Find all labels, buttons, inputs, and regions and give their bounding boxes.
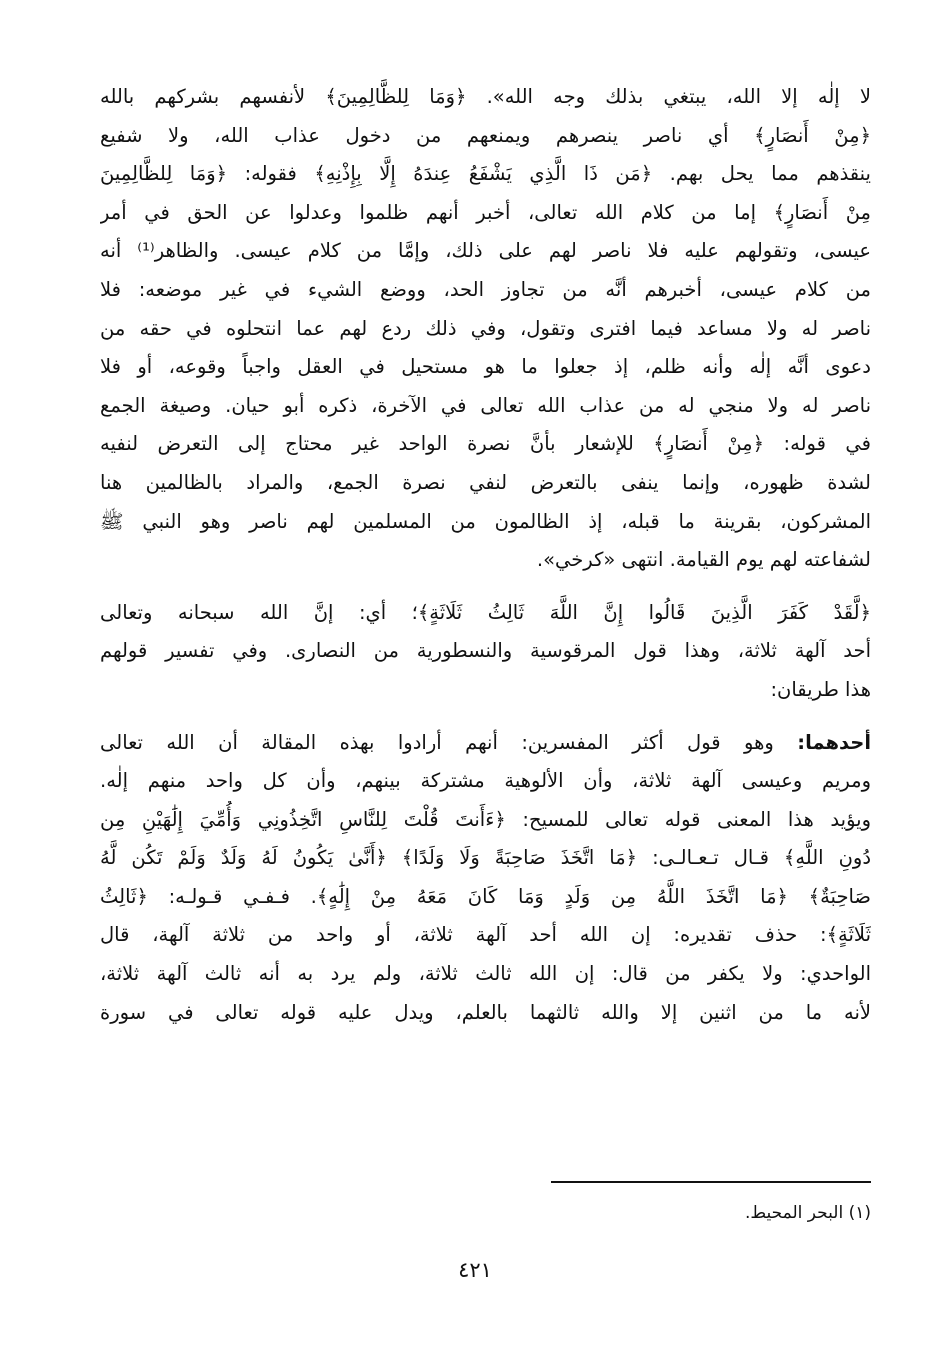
footnote: (١) البحر المحيط. <box>745 1203 871 1223</box>
text-line: دعوى أنَّه إلٰه وأنه ظلم، إذ جعلوا ما هو مستحيل في العقل واجباً وقوعه، أو فلا <box>100 355 871 379</box>
text-line: ناصر له ولا مساعد فيما افترى وتقول، وفي ذلك ردع لهم عما انتحلوه في حقه من <box>100 316 871 340</box>
text-line: لا إلٰه إلا الله، يبتغي بذلك وجه الله». ﴿وَمَا لِلظَّالِمِينَ﴾ لأنفسهم بشركهم بالله <box>100 85 871 108</box>
text-line: في قوله: ﴿مِنْ أَنصَارٍ﴾ للإشعار بأنَّ نصرة الواحد غير محتاج إلى التعرض لنفيه <box>100 432 871 456</box>
paragraph-spacer <box>100 580 871 594</box>
text-line: ثَلَاثَةٍ﴾: حذف تقديره: إن الله أحد آلهة ثلاثة، أو واحد من ثلاثة آلهة، قال <box>100 923 871 947</box>
text-line: المشركون، بقرينة ما قبله، إذ الظالمون من المسلمين لهم ناصر وهو النبي ﷺ <box>100 509 871 533</box>
section-lead: أحدهما: <box>797 730 871 754</box>
text-line: صَاحِبَةٌ﴾ ﴿مَا اتَّخَذَ اللَّهُ مِن وَلَدٍ وَمَا كَانَ مَعَهُ مِنْ إِلَٰهٍ﴾. فـفـي قـولـه: ﴿ثَالِثُ <box>100 884 871 908</box>
page-number: ٤٢١ <box>458 1258 492 1282</box>
body-text <box>100 78 871 1032</box>
text-line: من كلام عيسى، أخبرهم أنَّه من تجاوز الحد، ووضع الشيء في غير موضعه: فلا <box>100 277 871 301</box>
text-line: عيسى، وتقولهم عليه فلا ناصر لهم على ذلك، وإمَّا من كلام عيسى. والظاهر⁽¹⁾ أنه <box>100 239 871 263</box>
text-line: ويؤيد هذا المعنى قوله تعالى للمسيح: ﴿ءَأَنتَ قُلْتَ لِلنَّاسِ اتَّخِذُونِي وَأُمِّيَ إِلَٰهَيْنِ مِن <box>100 807 871 831</box>
text-line: ومريم وعيسى آلهة ثلاثة، وأن الألوهية مشتركة بينهم، وأن كل واحد منهم إلٰه. <box>100 769 871 793</box>
paragraph-1 <box>100 78 871 580</box>
paragraph-3 <box>100 724 871 1033</box>
text-line: أحد آلهة ثلاثة، وهذا قول المرقوسية والنسطورية من النصارى. وفي تفسير قولهم <box>100 639 871 663</box>
text-line: لأنه ما من اثنين إلا والله ثالثهما بالعلم، ويدل عليه قوله تعالى في سورة <box>100 1000 871 1024</box>
text-line: لشدة ظهوره، وإنما ينفى بالتعرض لنفي نصرة الجمع، والمراد بالظالمين هنا <box>100 470 871 494</box>
text-line: ﴿مِنْ أَنصَارٍ﴾ أي ناصر ينصرهم ويمنعهم من دخول عذاب الله، ولا شفيع <box>100 123 871 147</box>
text-line: ﴿لَّقَدْ كَفَرَ الَّذِينَ قَالُوا إِنَّ اللَّهَ ثَالِثُ ثَلَاثَةٍ﴾؛ أي: إنَّ الله سبحانه وتعالى <box>100 600 871 624</box>
text-run: وهو قول أكثر المفسرين: أنهم أرادوا بهذه المقالة أن الله تعالى <box>100 730 798 754</box>
text-line: ناصر له ولا منجي له من عذاب الله تعالى في الآخرة، ذكره أبو حيان. وصيغة الجمع <box>100 393 871 417</box>
text-line: الواحدي: ولا يكفر من قال: إن الله ثالث ثلاثة، ولم يرد به أنه ثالث آلهة ثلاثة، <box>100 962 871 986</box>
footnote-divider <box>551 1181 871 1183</box>
paragraph-spacer <box>100 710 871 724</box>
text-line: دُونِ اللَّهِ﴾ قـال تـعـالـى: ﴿مَا اتَّخَذَ صَاحِبَةً وَلَا وَلَدًا﴾ ﴿أَنَّىٰ يَكُونُ لَهُ وَلَدٌ وَلَمْ تَكُن لَّهُ <box>100 846 871 870</box>
paragraph-2 <box>100 594 871 710</box>
text-line: لشفاعته لهم يوم القيامة. انتهى «كرخي». <box>536 548 871 572</box>
text-line: هذا طريقان: <box>770 677 871 701</box>
text-line <box>100 724 871 763</box>
text-line: ينقذهم مما يحل بهم. ﴿مَن ذَا الَّذِي يَشْفَعُ عِندَهُ إِلَّا بِإِذْنِهِ﴾ فقوله: ﴿وَمَا لِلظَّالِمِينَ <box>100 162 871 186</box>
text-line: مِنْ أَنصَارٍ﴾ إما من كلام الله تعالى، أخبر أنهم ظلموا وعدلوا عن الحق في أمر <box>100 200 871 224</box>
